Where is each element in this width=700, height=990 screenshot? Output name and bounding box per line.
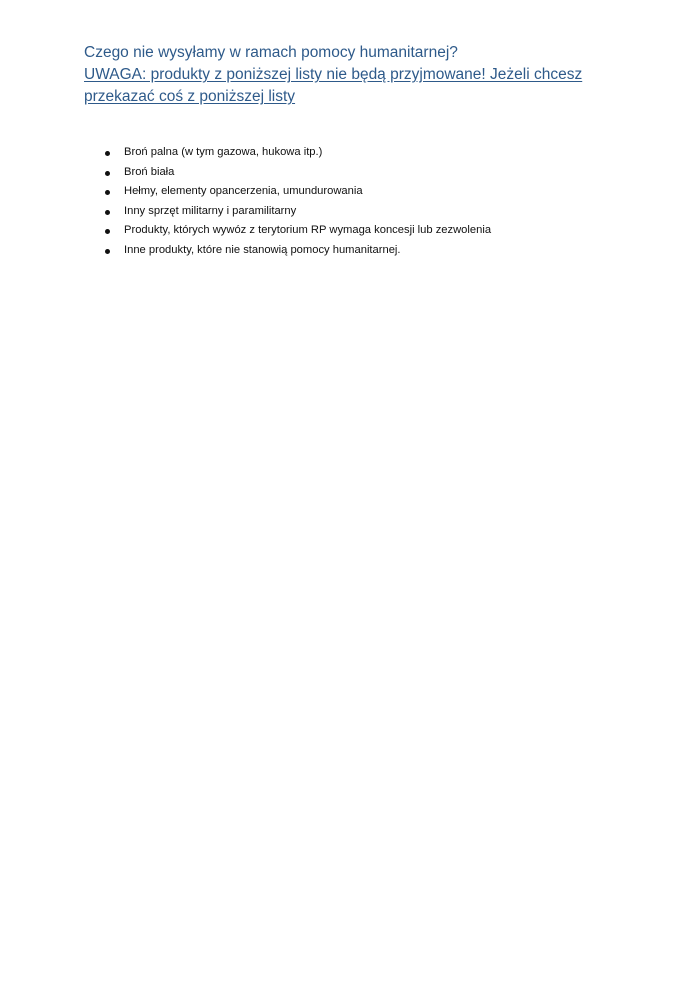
list-item — [100, 221, 491, 241]
list-item-text: Broń palna (w tym gazowa, hukowa itp.) — [124, 146, 323, 158]
list-item — [100, 241, 491, 261]
bullet-icon — [105, 249, 110, 254]
bullet-icon — [105, 229, 110, 234]
list-item-text: Inne produkty, które nie stanowią pomocy humanitarnej. — [124, 243, 401, 256]
list-item-text: Hełmy, elementy opancerzenia, umundurowania — [124, 185, 363, 198]
warning-link-line-2: przekazać coś z poniższej listy — [84, 88, 296, 105]
page-title: Czego nie wysyłamy w ramach pomocy humanitarnej? — [84, 44, 458, 61]
list-item — [100, 163, 491, 183]
warning-link[interactable] — [84, 64, 644, 108]
list-item-text: Broń biała — [124, 165, 175, 178]
list-item-text: Produkty, których wywóz z terytorium RP wymaga koncesji lub zezwolenia — [124, 224, 492, 237]
warning-link-line-1: UWAGA: produkty z poniższej listy nie będą przyjmowane! Jeżeli chcesz — [84, 66, 583, 83]
prohibited-items-list — [100, 143, 491, 261]
list-item — [100, 182, 491, 202]
list-item-text: Inny sprzęt militarny i paramilitarny — [124, 204, 297, 217]
heading-block — [84, 42, 644, 108]
bullet-icon — [105, 210, 110, 215]
list-item — [100, 202, 491, 222]
bullet-icon — [105, 151, 110, 156]
bullet-icon — [105, 190, 110, 195]
list-item — [100, 143, 491, 163]
bullet-icon — [105, 171, 110, 176]
